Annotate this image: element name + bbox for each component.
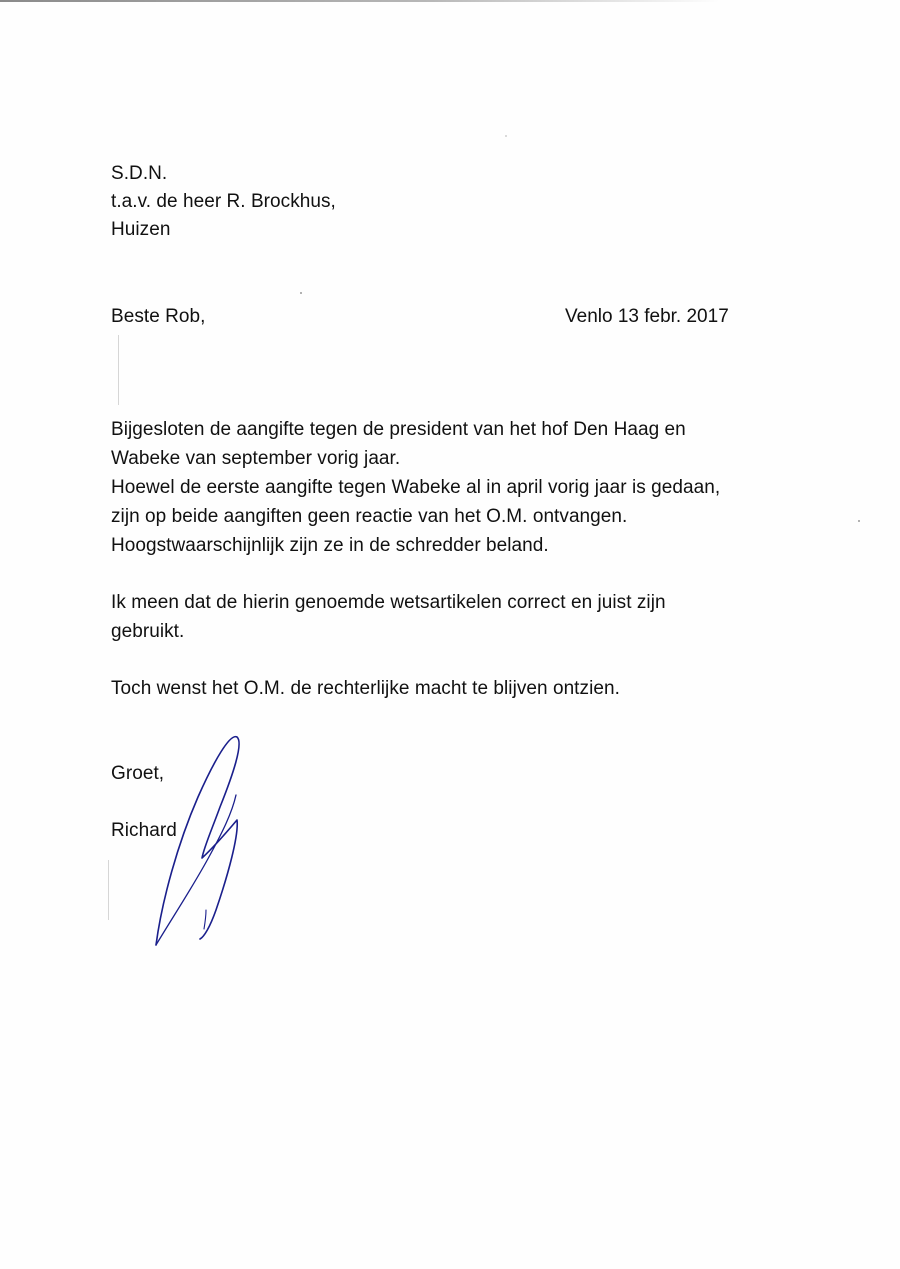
scan-speck: [505, 135, 507, 137]
scan-mark: [118, 335, 119, 405]
scan-speck: [858, 520, 860, 522]
paragraph-line: Wabeke van september vorig jaar.: [111, 448, 401, 469]
body-paragraph-1: [111, 415, 720, 560]
letter-date: Venlo 13 febr. 2017: [565, 306, 729, 327]
scan-edge-line: [0, 0, 720, 2]
paragraph-line: Hoewel de eerste aangifte tegen Wabeke al in april vorig jaar is gedaan,: [111, 477, 721, 498]
address-line-attention: t.a.v. de heer R. Brockhus,: [111, 191, 336, 212]
handwritten-signature: [140, 725, 260, 955]
salutation: Beste Rob,: [111, 306, 206, 327]
address-line-organization: S.D.N.: [111, 163, 168, 184]
paragraph-line: zijn op beide aangiften geen reactie van het O.M. ontvangen.: [111, 506, 628, 527]
body-paragraph-3: Toch wenst het O.M. de rechterlijke macht te blijven ontzien.: [111, 678, 620, 699]
paragraph-line: Hoogstwaarschijnlijk zijn ze in de schredder beland.: [111, 535, 549, 556]
body-paragraph-2: [111, 588, 666, 646]
address-line-city: Huizen: [111, 219, 171, 240]
signature-stroke: [156, 795, 236, 945]
signature-stroke: [156, 737, 239, 945]
scan-mark: [108, 860, 109, 920]
signature-stroke: [204, 910, 206, 929]
paragraph-line: Bijgesloten de aangifte tegen de president van het hof Den Haag en: [111, 419, 686, 440]
paragraph-line: Ik meen dat de hierin genoemde wetsartikelen correct en juist zijn: [111, 592, 666, 613]
closing-greeting: Groet,: [111, 763, 165, 784]
scan-speck: [300, 292, 302, 294]
recipient-address: [111, 160, 336, 244]
signer-name: Richard: [111, 820, 177, 841]
paragraph-line: gebruikt.: [111, 621, 185, 642]
